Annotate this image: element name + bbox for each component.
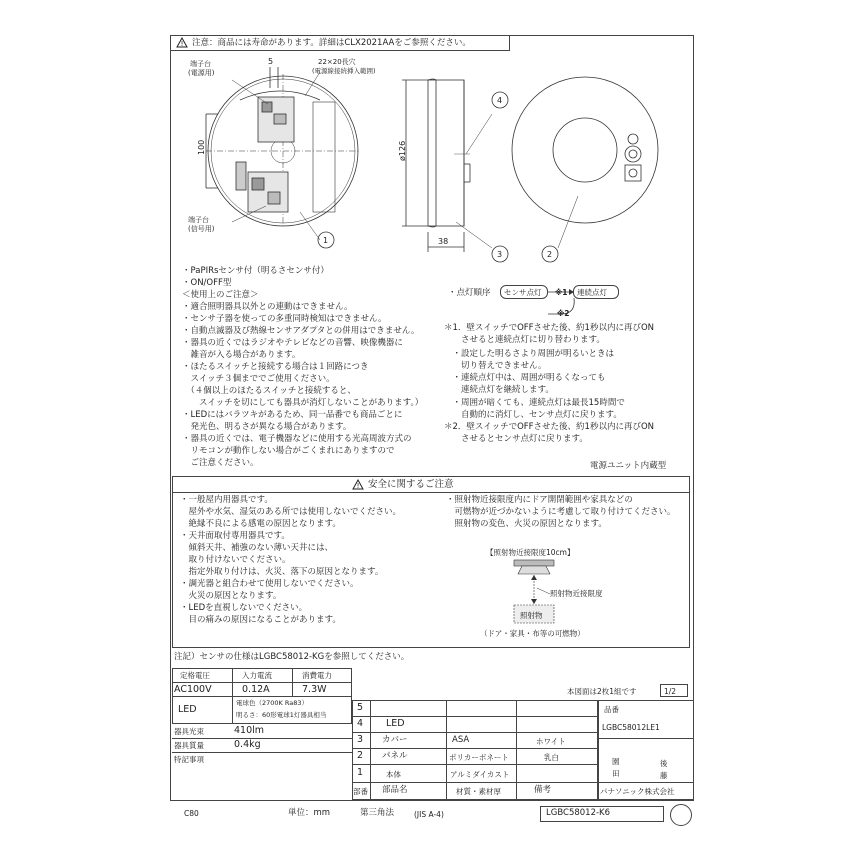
limit-title: 【照射物近接限度10cm】 xyxy=(486,548,575,557)
safety-title: 安全に関するご注意 xyxy=(368,479,454,490)
terminal-power-label: 端子台 xyxy=(190,60,211,68)
hinban: LGBC58012LE1 xyxy=(602,723,660,732)
svg-text:(電源線接続挿入範囲): (電源線接続挿入範囲) xyxy=(312,67,376,75)
drawing-number: LGBC58012-K6 xyxy=(546,808,611,818)
sensor-note: 注記）センサの仕様はLGBC58012-KGを参照してください。 xyxy=(174,652,410,662)
callout-4: 4 xyxy=(497,96,503,105)
sheet-no: 1/2 xyxy=(664,687,677,696)
unit-label: 単位：mm xyxy=(288,808,331,818)
code: C80 xyxy=(184,809,199,818)
svg-text:100: 100 xyxy=(197,139,206,155)
callout-3: 3 xyxy=(497,250,503,259)
lighting-order-label: ・点灯順序 xyxy=(448,288,491,298)
jis-label: (JIS A-4) xyxy=(414,810,444,819)
projection-label: 第三角法 xyxy=(360,808,395,818)
svg-text:!: ! xyxy=(180,40,184,48)
callout-2: 2 xyxy=(547,250,553,259)
svg-text:(信号用): (信号用) xyxy=(188,225,215,233)
warning-icon xyxy=(352,479,364,490)
svg-text:!: ! xyxy=(356,482,360,490)
company-name: パナソニック株式会社 xyxy=(600,787,675,796)
svg-text:38: 38 xyxy=(438,237,449,246)
svg-text:5: 5 xyxy=(268,57,274,66)
power-unit-note: 電源ユニット内蔵型 xyxy=(590,461,667,471)
svg-text:ø126: ø126 xyxy=(398,140,407,161)
hole-note: 22×20長穴 xyxy=(318,58,356,66)
sheet-info: 本図面は2枚1組です xyxy=(567,687,637,696)
revision-circle xyxy=(670,804,692,826)
caution-text: 注意：商品には寿命があります。詳細はCLX2021AAをご参照ください。 xyxy=(192,38,471,48)
irradiated-label: 照射物 xyxy=(520,611,543,620)
flammables-label: （ドア・家具・布等の可燃物） xyxy=(480,629,585,638)
product-drawing xyxy=(170,52,694,267)
svg-text:(電源用): (電源用) xyxy=(188,69,215,77)
callout-1: 1 xyxy=(323,236,329,245)
warning-icon xyxy=(176,37,188,48)
limit-label: 照射物近接限度 xyxy=(550,589,603,598)
terminal-signal-label: 端子台 xyxy=(188,216,209,224)
